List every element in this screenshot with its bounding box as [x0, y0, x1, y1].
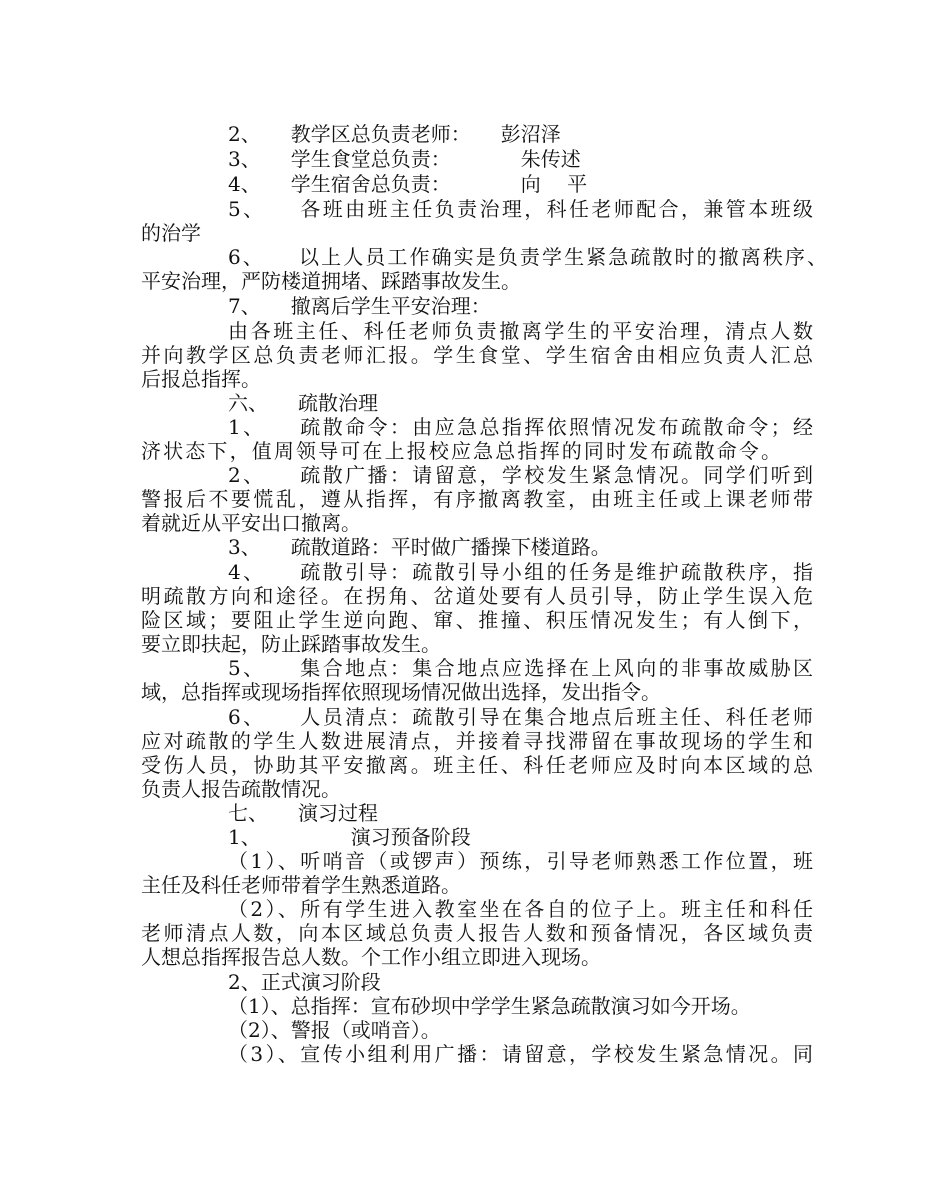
text-line: 7、 撤离后学生平安治理：: [228, 294, 491, 318]
text-line: 要立即扶起，防止踩踏事故发生。: [141, 632, 441, 656]
text-line: 济状态下，值周领导可在上报校应急总指挥的同时发布疏散命令。: [141, 439, 781, 463]
text-line: 明疏散方向和途径。在拐角、岔道处要有人员引导，防止学生误入危: [141, 584, 813, 608]
text-line: 负责人报告疏散情况。: [141, 777, 341, 801]
text-line: 2、正式演习阶段: [228, 970, 381, 994]
text-line: 由各班主任、科任老师负责撤离学生的平安治理，清点人数: [228, 319, 813, 343]
text-line: 七、 演习过程: [228, 801, 378, 825]
text-line: 平安治理，严防楼道拥堵、踩踏事故发生。: [141, 269, 521, 293]
text-line: 受伤人员，协助其平安撤离。班主任、科任老师应及时向本区域的总: [141, 753, 813, 777]
text-line: 险区域；要阻止学生逆向跑、窜、推撞、积压情况发生；有人倒下，: [141, 608, 813, 632]
text-line: 主任及科任老师带着学生熟悉道路。: [141, 873, 461, 897]
text-line: 6、 人员清点：疏散引导在集合地点后班主任、科任老师: [228, 705, 813, 729]
text-line: （1）、听哨音（或锣声）预练，引导老师熟悉工作位置，班: [228, 849, 813, 873]
text-line: 老师清点人数，向本区域总负责人报告人数和预备情况，各区域负责: [141, 921, 813, 945]
text-line: 人想总指挥报告总人数。个工作小组立即进入现场。: [141, 945, 601, 969]
text-line: 2、 疏散广播：请留意，学校发生紧急情况。同学们听到: [228, 463, 813, 487]
text-line: 6、 以上人员工作确实是负责学生紧急疏散时的撤离秩序、: [228, 245, 827, 269]
text-line: 应对疏散的学生人数进展清点，并接着寻找滞留在事故现场的学生和: [141, 729, 813, 753]
text-line: 的治学: [141, 221, 201, 245]
text-line: （3）、宣传小组利用广播：请留意，学校发生紧急情况。同: [228, 1042, 813, 1066]
text-line: 六、 疏散治理: [228, 391, 378, 415]
text-line: 后报总指挥。: [141, 367, 261, 391]
text-line: 4、 学生宿舍总负责： 向 平: [228, 172, 588, 196]
text-line: 3、 疏散道路：平时做广播操下楼道路。: [228, 535, 611, 559]
text-line: （2）、所有学生进入教室坐在各自的位子上。班主任和科任: [228, 897, 813, 921]
text-line: 1、 疏散命令：由应急总指挥依照情况发布疏散命令；经: [228, 415, 813, 439]
text-line: （2）、警报（或哨音）。: [228, 1018, 441, 1042]
text-line: 着就近从平安出口撤离。: [141, 511, 361, 535]
text-line: 5、 集合地点：集合地点应选择在上风向的非事故威胁区: [228, 656, 813, 680]
text-line: 域，总指挥或现场指挥依照现场情况做出选择，发出指令。: [141, 680, 661, 704]
text-line: 3、 学生食堂总负责： 朱传述: [228, 147, 581, 171]
text-line: 5、 各班由班主任负责治理，科任老师配合，兼管本班级: [228, 197, 813, 221]
text-line: 并向教学区总负责老师汇报。学生食堂、学生宿舍由相应负责人汇总: [141, 343, 813, 367]
text-line: 1、 演习预备阶段: [228, 825, 471, 849]
text-line: 2、 教学区总负责老师： 彭沼泽: [228, 122, 561, 146]
text-line: 4、 疏散引导：疏散引导小组的任务是维护疏散秩序，指: [228, 560, 813, 584]
text-line: （1）、总指挥：宣布砂坝中学学生紧急疏散演习如今开场。: [228, 994, 751, 1018]
text-line: 警报后不要慌乱，遵从指挥，有序撤离教室，由班主任或上课老师带: [141, 487, 813, 511]
